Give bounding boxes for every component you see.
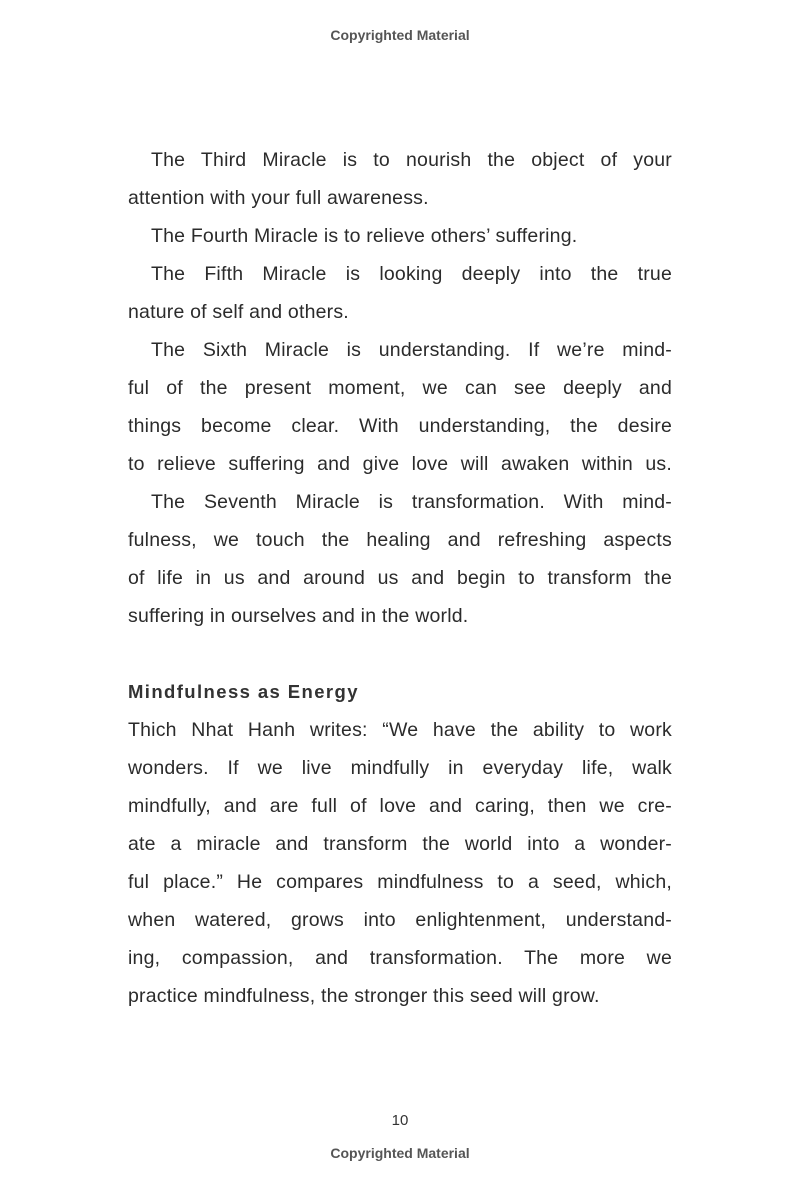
- paragraph: [128, 255, 672, 331]
- text-line: to relieve suffering and give love will awaken within us.: [128, 453, 672, 475]
- section-spacer: [128, 635, 672, 673]
- text-line: fulness, we touch the healing and refreshing aspects: [128, 529, 672, 551]
- text-line: The Sixth Miracle is understanding. If we’re mind-: [151, 339, 672, 361]
- text-line: ing, compassion, and transformation. The more we: [128, 947, 672, 969]
- page-number: 10: [391, 1112, 409, 1129]
- text-line: The Third Miracle is to nourish the object of your: [151, 149, 672, 171]
- text-line: mindfully, and are full of love and caring, then we cre-: [128, 795, 672, 817]
- section-heading: Mindfulness as Energy: [128, 681, 359, 702]
- text-line: of life in us and around us and begin to transform the: [128, 567, 672, 589]
- text-line: when watered, grows into enlightenment, understand-: [128, 909, 672, 931]
- copyright-footer: Copyrighted Material: [330, 1145, 470, 1161]
- text-line: nature of self and others.: [128, 301, 349, 323]
- text-line: ful of the present moment, we can see deeply and: [128, 377, 672, 399]
- text-line: things become clear. With understanding, the desire: [128, 415, 672, 437]
- page-body: [128, 141, 672, 1015]
- text-line: Thich Nhat Hanh writes: “We have the ability to work: [128, 719, 672, 741]
- paragraph: [128, 331, 672, 483]
- text-line: The Seventh Miracle is transformation. With mind-: [151, 491, 672, 513]
- text-line: The Fifth Miracle is looking deeply into the true: [151, 263, 672, 285]
- paragraph: [128, 141, 672, 217]
- paragraph: [128, 483, 672, 635]
- text-line: wonders. If we live mindfully in everyday life, walk: [128, 757, 672, 779]
- text-line: The Fourth Miracle is to relieve others’ suffering.: [151, 225, 578, 247]
- text-line: attention with your full awareness.: [128, 187, 429, 209]
- paragraph: [128, 711, 672, 1015]
- paragraph: [128, 217, 672, 255]
- text-line: ful place.” He compares mindfulness to a seed, which,: [128, 871, 672, 893]
- text-line: ate a miracle and transform the world into a wonder-: [128, 833, 672, 855]
- text-line: practice mindfulness, the stronger this seed will grow.: [128, 985, 600, 1007]
- copyright-header: Copyrighted Material: [330, 27, 470, 43]
- text-line: suffering in ourselves and in the world.: [128, 605, 469, 627]
